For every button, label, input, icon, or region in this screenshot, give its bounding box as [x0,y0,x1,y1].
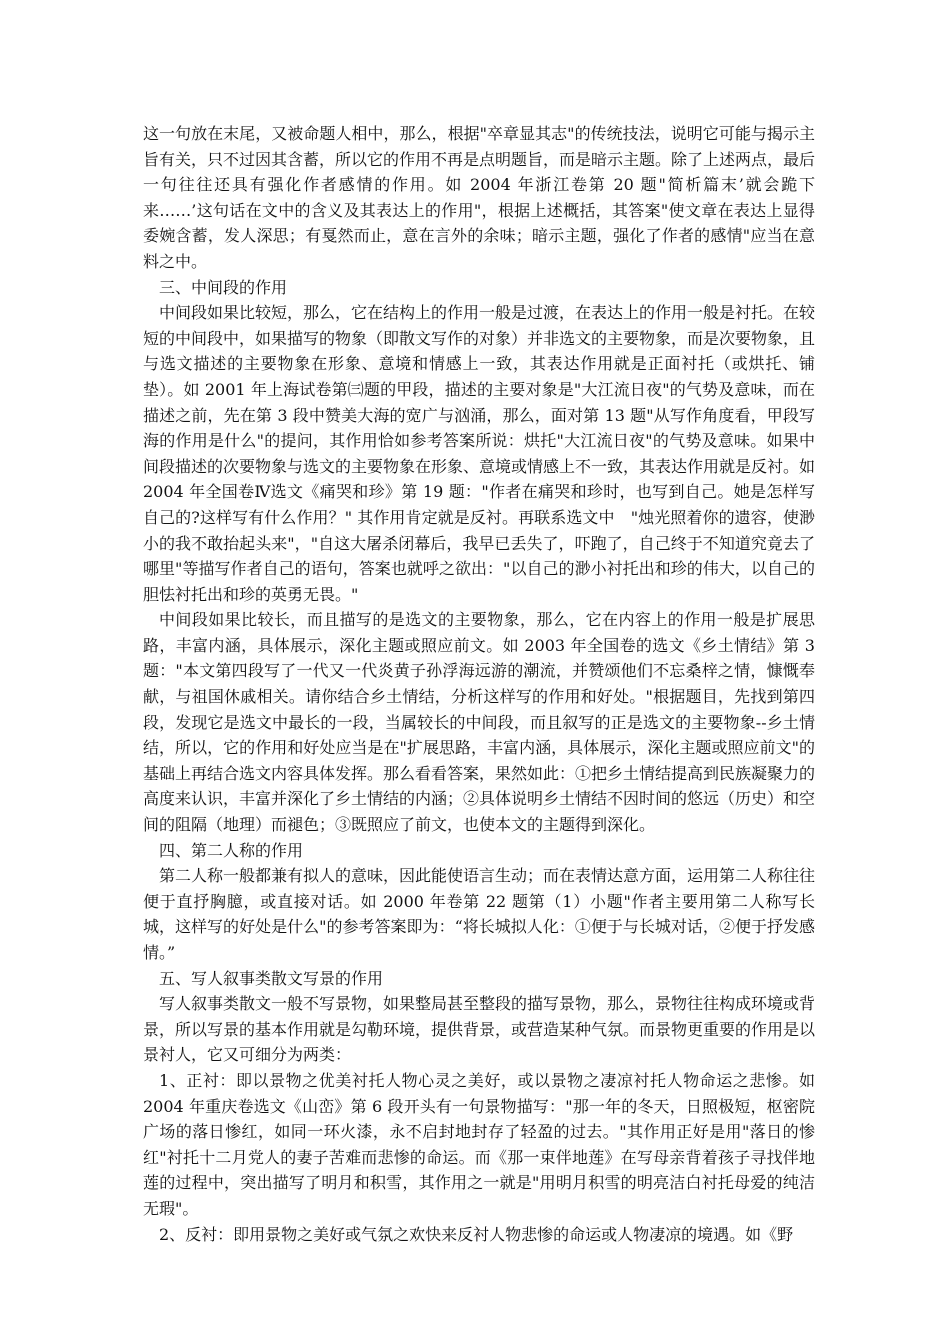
paragraph-closing-sentence: 这一句放在末尾，又被命题人相中，那么，根据"卒章显其志"的传统技法，说明它可能与揭示主旨有关，只不过因其含蓄，所以它的作用不再是点明题旨，而是暗示主题。除了上述两点，最后一句往往还具有强化作者感情的作用。如 2004 年浙江卷第 20 题"简析篇末’就会跪下来……’这句话在文中的含义及其表达上的作用"，根据上述概括，其答案"使文章在表达上显得委婉含蓄，发人深思；有戛然而止，意在言外的余味；暗示主题，强化了作者的感情"应当在意料之中。 [143,124,816,271]
section-heading-scenery: 五、写人叙事类散文写景的作用 [159,968,384,988]
paragraph-positive-contrast: 1、正衬：即以景物之优美衬托人物心灵之美好，或以景物之凄凉衬托人物命运之悲惨。如 2004 年重庆卷选文《山峦》第 6 段开头有一句景物描写："那一年的冬天，日照极短，枢密院广场的落日惨红，如同一环火漆，永不启封地封存了轻盈的过去。"其作用正好是用"落日的惨红"衬托十二月党人的妻子苦难而悲惨的命运。而《那一束伴地莲》在写母亲背着孩子寻找伴地莲的过程中，突出描写了明月和积雪，其作用之一就是"用明月积雪的明亮洁白衬托母爱的纯洁无瑕"。 [143,1070,815,1218]
paragraph-second-person: 第二人称一般都兼有拟人的意味，因此能使语言生动；而在表情达意方面，运用第二人称往往便于直抒胸臆，或直接对话。如 2000 年卷第 22 题第（1）小题"作者主要用第二人称写长城，这样写的好处是什么"的参考答案即为：“将长城拟人化：①便于与长城对话，②便于抒发感情。” [143,866,816,962]
paragraph-scenery-intro: 写人叙事类散文一般不写景物，如果整局甚至整段的描写景物，那么，景物往往构成环境或背景，所以写景的基本作用就是勾勒环境，提供背景，或营造某种气氛。而景物更重要的作用是以景衬人，它又可细分为两类： [143,994,816,1065]
section-heading-second-person: 四、第二人称的作用 [159,840,304,860]
paragraph-reverse-contrast: 2、反衬：即用景物之美好或气氛之欢快来反衬人物悲惨的命运或人物凄凉的境遇。如《野 [159,1224,794,1244]
section-heading-middle-paragraph: 三、中间段的作用 [159,277,288,297]
document-body [143,121,815,1247]
paragraph-short-middle: 中间段如果比较短，那么，它在结构上的作用一般是过渡，在表达上的作用一般是衬托。在较短的中间段中，如果描写的物象（即散文写作的对象）并非选文的主要物象，而是次要物象，且与选文描述的主要物象在形象、意境和情感上一致，其表达作用就是正面衬托（或烘托、铺垫）。如 2001 年上海试卷第㈢题的甲段，描述的主要对象是"大江流日夜"的气势及意味，而在描述之前，先在第 3 段中赞美大海的宽广与汹涌，那么，面对第 13 题"从写作角度看，甲段写海的作用是什么"的提问，其作用恰如参考答案所说：烘托"大江流日夜"的气势及意味。如果中间段描述的次要物象与选文的主要物象在形象、意境或情感上不一致，其表达作用就是反衬。如 2004 年全国卷Ⅳ选文《痛哭和珍》第 19 题："作者在痛哭和珍时，也写到自己。她是怎样写自己的?这样写有什么作用？" 其作用肯定就是反衬。再联系选文中 "烛光照着你的遗容，使渺小的我不敢抬起头来"，"自这大屠杀闭幕后，我早已丢失了，吓跑了，自己终于不知道究竟去了哪里"等描写作者自己的语句，答案也就呼之欲出："以自己的渺小衬托出和珍的伟大，以自己的胆怯衬托出和珍的英勇无畏。" [143,303,816,604]
paragraph-long-middle: 中间段如果比较长，而且描写的是选文的主要物象，那么，它在内容上的作用一般是扩展思路，丰富内涵，具体展示，深化主题或照应前文。如 2003 年全国卷的选文《乡土情结》第 3 题："本文第四段写了一代又一代炎黄子孙浮海远游的潮流，并赞颂他们不忘桑梓之情，慷慨奉献，与祖国休戚相关。请你结合乡土情结，分析这样写的作用和好处。"根据题目，先找到第四段，发现它是选文中最长的一段，当属较长的中间段，而且叙写的正是选文的主要物象--乡土情结，所以，它的作用和好处应当是在"扩展思路，丰富内涵，具体展示，深化主题或照应前文"的基础上再结合选文内容具体发挥。那么看看答案，果然如此：①把乡土情结提高到民族凝聚力的高度来认识，丰富并深化了乡土情结的内涵；②具体说明乡土情结不因时间的悠远（历史）和空间的阻隔（地理）而褪色；③既照应了前文，也使本文的主题得到深化。 [143,610,816,835]
